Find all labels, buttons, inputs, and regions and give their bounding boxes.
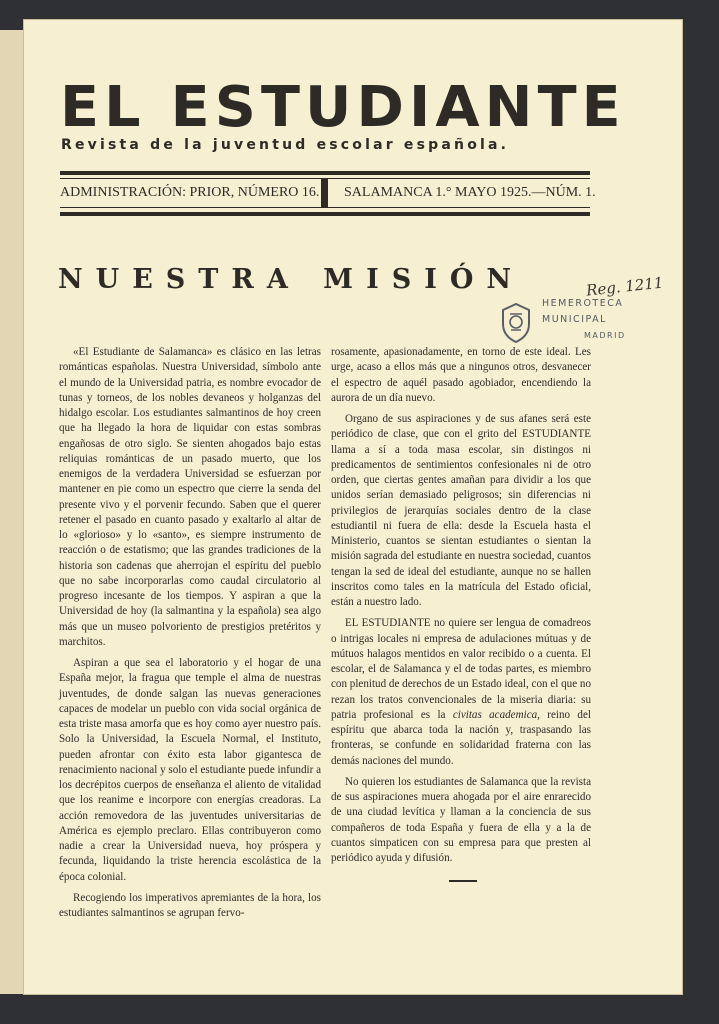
article-end-rule <box>449 880 477 882</box>
paragraph: Organo de sus aspiraciones y de sus afanes será este periódico de clase, que con el grito del ESTUDIANTE llama a sí a toda masa escolar, sin distingos ni predicamentos de sentimientos confesionales ni de otro orden, que ciertas gentes amañan para dividir a los que unidos serían demasiado peligrosos; sin diferencias ni privilegios de jerarquías sociales dentro de la clase estudiantil ni fuera de ella: desde la Escuela hasta el Ministerio, cuantos se sientan estudiantes o sientan la misión sagrada del estudiante en nuestra sociedad, cuantos tengan la sed de ideal del estudiante, aunque no se hallen inscritos como tales en la matrícula del Estado oficial, están a nuestro lado. <box>331 413 592 608</box>
header-rule-top <box>60 171 590 175</box>
stamp-line-3: MADRID <box>584 331 626 340</box>
masthead-tagline: Revista de la juventud escolar española. <box>61 137 510 153</box>
article-column-right <box>331 345 591 872</box>
stamp-line-2: MUNICIPAL <box>542 314 607 325</box>
administration-address: ADMINISTRACIÓN: PRIOR, NÚMERO 16. <box>60 185 320 200</box>
latin-phrase: civitas academica <box>452 708 538 721</box>
masthead-title: EL ESTUDIANTE <box>60 75 626 140</box>
library-stamp-seal-icon <box>499 302 533 344</box>
paragraph: No quieren los estudiantes de Salamanca que la revista de sus aspiraciones muera ahogada por el aire enrarecido de una ciudad levítica y llaman a la conciencia de sus compañeros de toda España y fuera de ella y a la de cuantos simpaticen con su empresa para que presten al periódico ayuda y difusión. <box>331 775 591 864</box>
paragraph-continuation: rosamente, apasionadamente, en torno de este ideal. Les urge, acaso a ellos más que a ningunos otros, desvanecer el espectro de aquél pasado agobiador, encendiendo la aurora de un día nuevo. <box>331 346 591 404</box>
header-rule-thin-bottom <box>60 207 590 208</box>
paragraph-text: EL ESTUDIANTE no quiere ser lengua de comadreos o intrigas locales ni empresa de adulaciones mútuas y de mútuos halagos mentidos en valor recibido o a cuenta. El escolar, el de Salamanca y el de todas partes, es miembro con plenitud de derechos de un Estado ideal, con el que no rezan los tratos convencionales de la miseria diaria: su patria profesional es la <box>331 617 592 721</box>
handwritten-registration-note: Reg. 1211 <box>585 273 665 300</box>
article-title: NUESTRA MISIÓN <box>58 264 525 295</box>
paragraph: Recogiendo los imperativos apremiantes de la hora, los estudiantes salmantinos se agrupan fervo- <box>59 891 321 919</box>
paragraph: Aspiran a que sea el laboratorio y el hogar de una España mejor, la fragua que temple el alma de nuestras juventudes, de donde salgan las nuevas generaciones capaces de modelar un pueblo con vida social orgánica de esta triste masa amorfa que es hoy como ayer nuestro país. Solo la Universidad, la Escuela Normal, el Instituto, pueden afrontar con éxito esta labor gigantesca de renacimiento nacional y solo el estudiante puede infundir a los decrépitos cuerpos de enseñanza el aliento de vitalidad que los reanime e incorpore con energías creadoras. La acción removedora de las juventudes universitarias de América es ejemplo preclaro. Ellas contribuyeron como nadie a crear la Universidad nueva, hoy próspera y fecunda, liquidando la triste herencia escolástica de la época colonial. <box>59 657 321 883</box>
binding-spine <box>0 30 27 994</box>
paragraph-text-end: , reino del espíritu que abarca toda la nación y, traspasando las fronteras, se confunde en solidaridad fraterna con las demás naciones del mundo. <box>331 708 591 767</box>
header-rule-bottom <box>60 212 590 216</box>
info-divider <box>321 178 328 208</box>
stamp-line-1: HEMEROTECA <box>542 298 624 309</box>
issue-date-number: SALAMANCA 1.° MAYO 1925.—NÚM. 1. <box>344 185 596 200</box>
paragraph <box>331 616 591 769</box>
newspaper-page <box>24 20 682 994</box>
article-column-left <box>59 345 321 927</box>
paragraph: «El Estudiante de Salamanca» es clásico en las letras románticas españolas. Nuestra Universidad, símbolo ante el mundo de la Universidad patria, es nombre evocador de tunas y torneos, de los nobles devaneos y holganzas del hidalgo escolar. Los estudiantes salmantinos de hoy creen que ha llegado la hora de liquidar con estas sombras engañosas de otro siglo. Se sienten ahogados bajo estas reliquias románticas de un pasado muerto, que los enemigos de la verdadera Universidad se esfuerzan por mantener en pie como un espectro que cierre la senda del presente vivo y el porvenir fecundo. Saben que el querer retener el pasado en cuanto pasado y exaltarlo al altar de lo «glorioso» y lo «santo», es siempre instrumento de reacción o de estatismo; que las grandes tradiciones de la historia son cadenas que aherrojan el espíritu del pueblo que no sabe incorporarlas como caudal circulatorio al progreso incesante de los tiempos. Y aspiran a que la Universidad de hoy (la salmantina y la española) sea algo más que un museo polvoriento de prestigios pretéritos y marchitos. <box>59 346 321 648</box>
library-stamp-text <box>542 296 642 344</box>
